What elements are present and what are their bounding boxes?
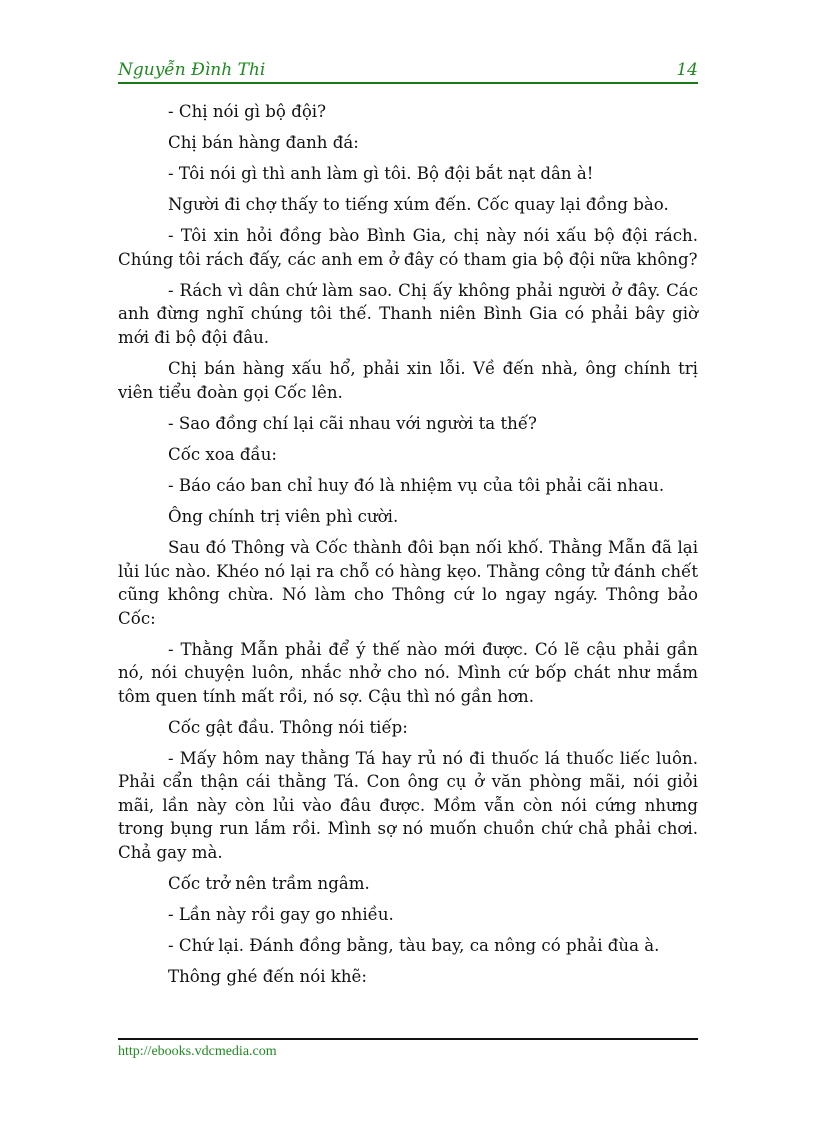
paragraph: Chị bán hàng xấu hổ, phải xin lỗi. Về đến nhà, ông chính trị viên tiểu đoàn gọi Cốc lên. [118, 359, 698, 402]
paragraph: - Sao đồng chí lại cãi nhau với người ta thế? [168, 413, 537, 433]
page-header [118, 60, 698, 84]
paragraph: - Tôi xin hỏi đồng bào Bình Gia, chị này nói xấu bộ đội rách. Chúng tôi rách đấy, các anh em ở đây có tham gia bộ đội nữa không? [118, 226, 698, 269]
paragraph: Cốc xoa đầu: [168, 444, 278, 464]
paragraph: Sau đó Thông và Cốc thành đôi bạn nối khố. Thằng Mẫn đã lại lủi lúc nào. Khéo nó lại ra chỗ có hàng kẹo. Thằng công tử đánh chết cũng không chừa. Nó làm cho Thông cứ lo ngay ngáy. Thông bảo Cốc: [118, 538, 698, 628]
paragraph: Cốc gật đầu. Thông nói tiếp: [168, 717, 408, 737]
paragraph: - Báo cáo ban chỉ huy đó là nhiệm vụ của tôi phải cãi nhau. [168, 475, 665, 495]
paragraph: Chị bán hàng đanh đá: [168, 133, 359, 153]
header-author: Nguyễn Đình Thi [118, 60, 266, 80]
paragraph: - Tôi nói gì thì anh làm gì tôi. Bộ đội bắt nạt dân à! [168, 164, 594, 184]
footer-url-link[interactable]: http://ebooks.vdcmedia.com [118, 1044, 277, 1059]
paragraph: Ông chính trị viên phì cười. [168, 506, 399, 526]
paragraph: - Chứ lại. Đánh đồng bằng, tàu bay, ca nông có phải đùa à. [168, 936, 660, 956]
paragraph: Người đi chợ thấy to tiếng xúm đến. Cốc quay lại đồng bào. [168, 195, 669, 215]
paragraph: - Chị nói gì bộ đội? [168, 102, 327, 121]
paragraph: Cốc trở nên trầm ngâm. [168, 873, 370, 893]
paragraph: - Thằng Mẫn phải để ý thế nào mới được. Có lẽ cậu phải gần nó, nói chuyện luôn, nhắc nhở cho nó. Mình cứ bốp chát như mắm tôm quen tính mất rồi, nó sợ. Cậu thì nó gần hơn. [118, 639, 698, 706]
body-text [118, 100, 698, 996]
paragraph: - Lần này rồi gay go nhiều. [168, 905, 394, 924]
paragraph: Thông ghé đến nói khẽ: [168, 967, 367, 987]
footer-divider [118, 1038, 698, 1040]
paragraph: - Rách vì dân chứ làm sao. Chị ấy không phải người ở đây. Các anh đừng nghĩ chúng tôi thế. Thanh niên Bình Gia có phải bây giờ mới đi bộ đội đâu. [118, 280, 698, 347]
page-number: 14 [676, 60, 698, 80]
paragraph: - Mấy hôm nay thằng Tá hay rủ nó đi thuốc lá thuốc liếc luôn. Phải cẩn thận cái thằng Tá. Con ông cụ ở văn phòng mãi, nói giỏi mãi, lần này còn lủi vào đâu được. Mồm vẫn còn nói cứng nhưng trong bụng run lắm rồi. Mình sợ nó muốn chuồn chứ chả phải chơi. Chả gay mà. [118, 748, 698, 862]
